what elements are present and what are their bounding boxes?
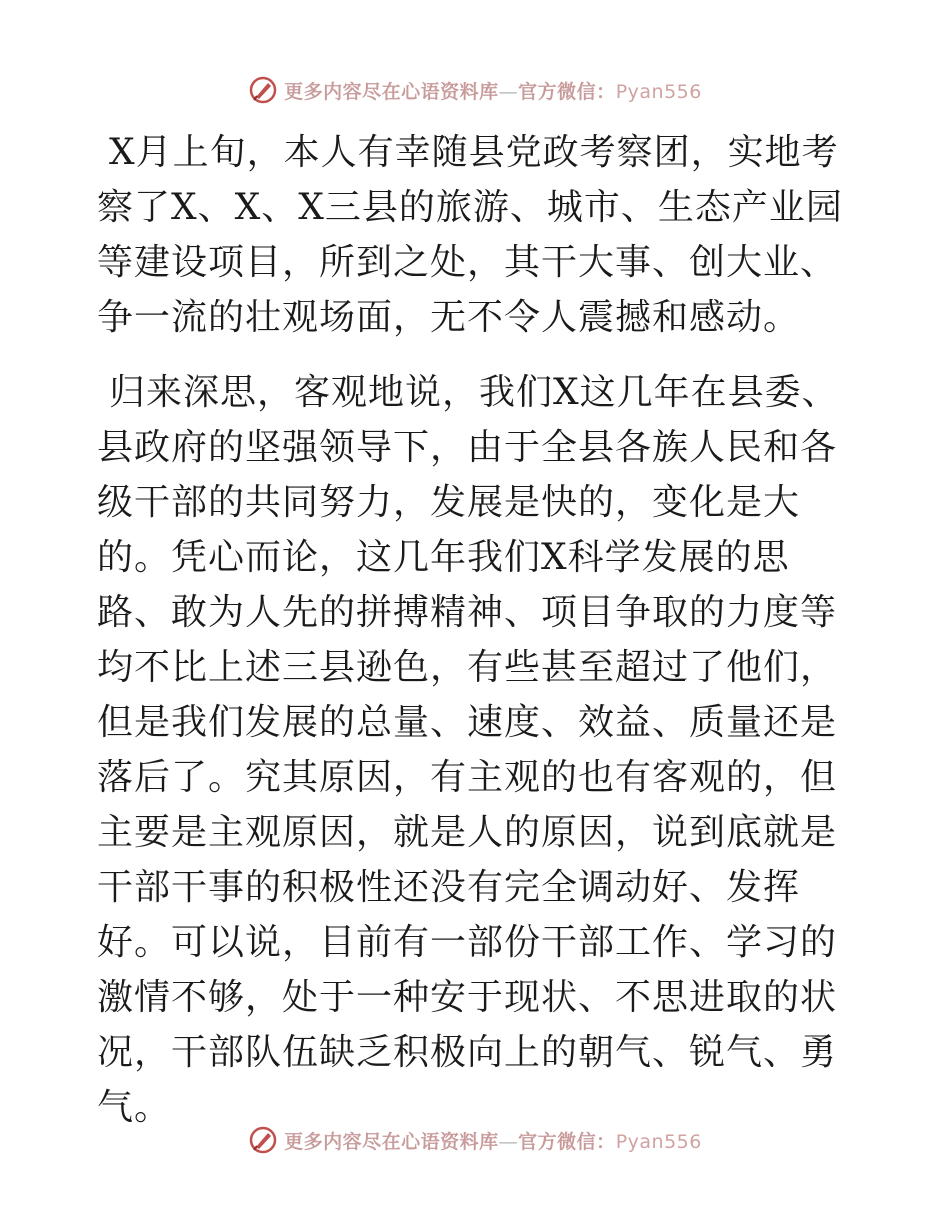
footer-watermark	[0, 1122, 950, 1158]
document-body	[97, 125, 857, 1155]
watermark-text: 更多内容尽在心语资料库—官方微信：Pyan556	[284, 1130, 702, 1153]
paragraph-1: X月上旬，本人有幸随县党政考察团，实地考察了X、X、X三县的旅游、城市、生态产业园等建设项目，所到之处，其干大事、创大业、争一流的壮观场面，无不令人震撼和感动。	[97, 132, 843, 338]
header-watermark	[0, 72, 950, 108]
paragraph-2: 归来深思，客观地说，我们X这几年在县委、县政府的坚强领导下，由于全县各族人民和各级干部的共同努力，发展是快的，变化是大的。凭心而论，这几年我们X科学发展的思路、敢为人先的拼搏精神、项目争取的力度等均不比上述三县逊色，有些甚至超过了他们，但是我们发展的总量、速度、效益、质量还是落后了。究其原因，有主观的也有客观的，但主要是主观原因，就是人的原因，说到底就是干部干事的积极性还没有完全调动好、发挥好。可以说，目前有一部份干部工作、学习的激情不够，处于一种安于现状、不思进取的状况，干部队伍缺乏积极向上的朝气、锐气、勇气。	[97, 372, 839, 1128]
quill-pen-logo-icon	[248, 75, 278, 105]
quill-pen-logo-icon	[248, 1125, 278, 1155]
watermark-text: 更多内容尽在心语资料库—官方微信：Pyan556	[284, 80, 702, 103]
